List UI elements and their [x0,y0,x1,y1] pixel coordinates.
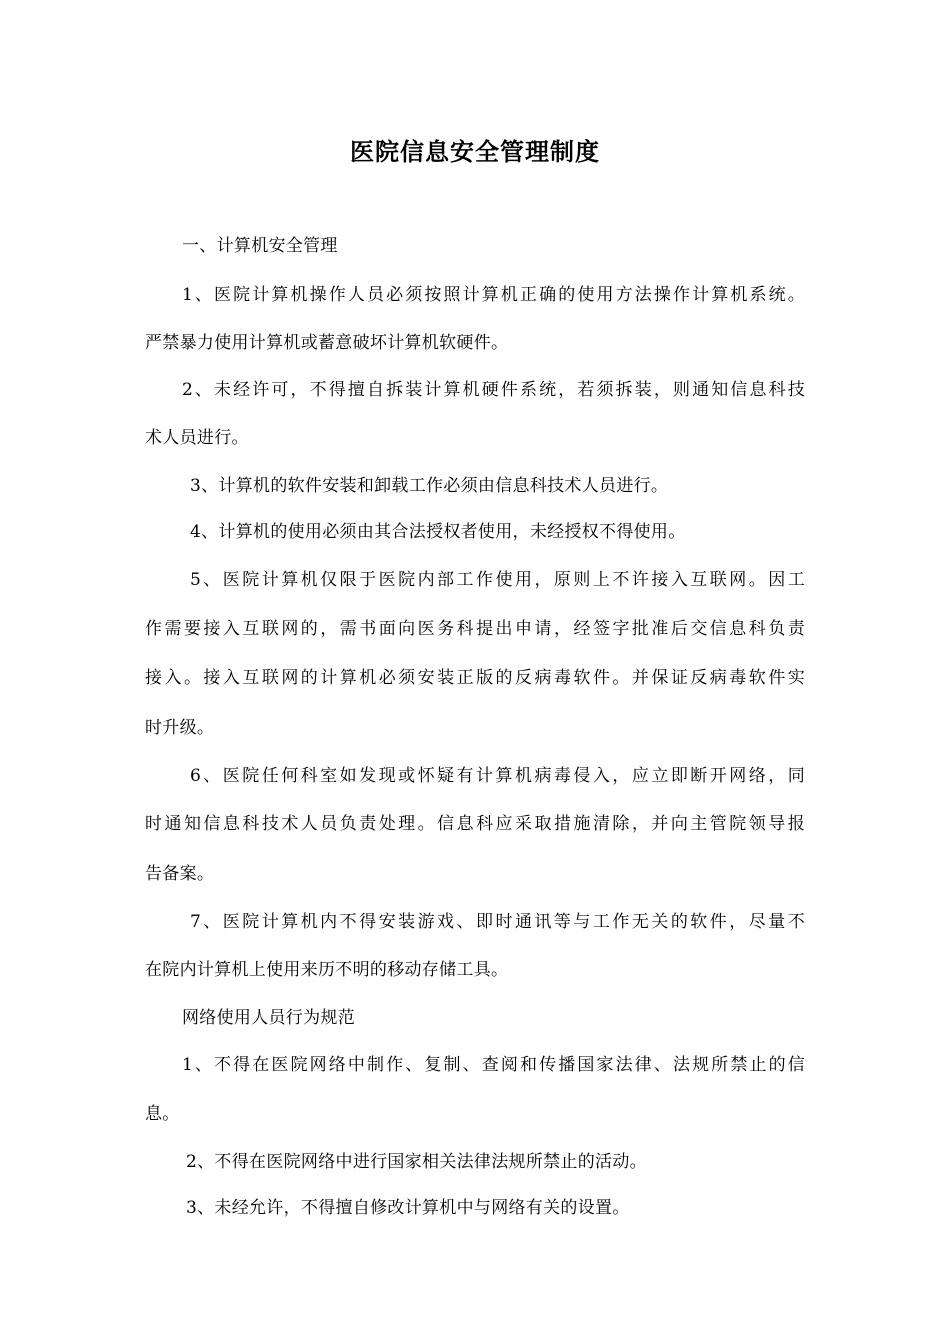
paragraph-line: 术人员进行。 [145,428,249,448]
paragraph-line: 7、医院计算机内不得安装游戏、即时通讯等与工作无关的软件，尽量不 [190,912,805,932]
paragraph-line: 息。 [145,1104,180,1124]
section-heading: 一、计算机安全管理 [182,236,338,256]
paragraph-line: 4、计算机的使用必须由其合法授权者使用，未经授权不得使用。 [190,522,686,542]
paragraph-line: 5、医院计算机仅限于医院内部工作使用，原则上不许接入互联网。因工 [190,570,805,590]
paragraph-line: 3、计算机的软件安装和卸载工作必须由信息科技术人员进行。 [190,476,669,496]
section-heading: 网络使用人员行为规范 [182,1008,355,1028]
paragraph-line: 1、不得在医院网络中制作、复制、查阅和传播国家法律、法规所禁止的信 [182,1055,805,1075]
paragraph-line: 接入。接入互联网的计算机必须安装正版的反病毒软件。并保证反病毒软件实 [145,668,805,688]
paragraph-line: 3、未经允许，不得擅自修改计算机中与网络有关的设置。 [186,1198,630,1218]
paragraph-line: 1、医院计算机操作人员必须按照计算机正确的使用方法操作计算机系统。 [182,285,805,305]
paragraph-line: 在院内计算机上使用来历不明的移动存储工具。 [145,960,509,980]
paragraph-line: 2、未经许可，不得擅自拆装计算机硬件系统，若须拆装，则通知信息科技 [182,380,805,400]
document-title: 医院信息安全管理制度 [350,138,600,166]
paragraph-line: 时通知信息科技术人员负责处理。信息科应采取措施清除，并向主管院领导报 [145,814,805,834]
paragraph-line: 告备案。 [145,864,215,884]
paragraph-line: 时升级。 [145,718,215,738]
paragraph-line: 2、不得在医院网络中进行国家相关法律法规所禁止的活动。 [186,1152,647,1172]
paragraph-line: 作需要接入互联网的，需书面向医务科提出申请，经签字批准后交信息科负责 [145,619,805,639]
paragraph-line: 6、医院任何科室如发现或怀疑有计算机病毒侵入，应立即断开网络，同 [190,766,805,786]
paragraph-line: 严禁暴力使用计算机或蓄意破坏计算机软硬件。 [145,333,509,353]
